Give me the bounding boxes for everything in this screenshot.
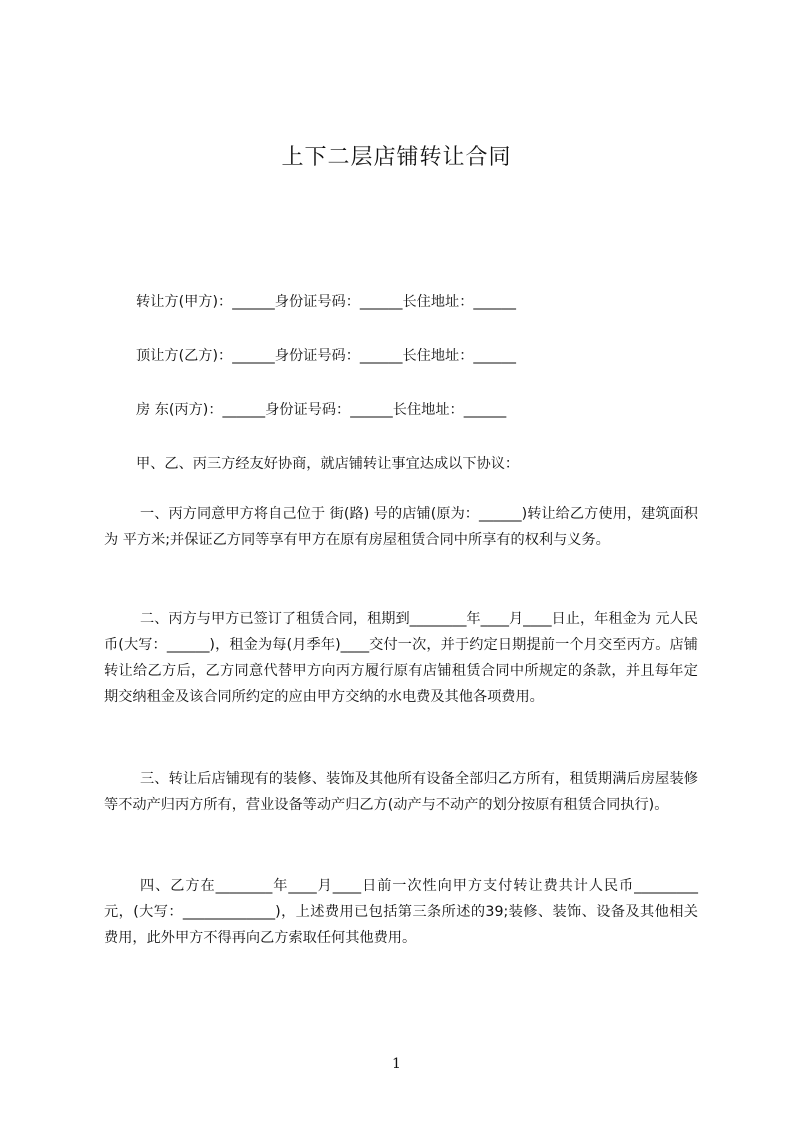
transferor-line: 转让方(甲方)：______身份证号码：______长住地址：______: [136, 294, 516, 310]
page-number: 1: [392, 1056, 401, 1072]
preamble: 甲、乙、丙三方经友好协商，就店铺转让事宜达成以下协议：: [136, 456, 520, 472]
clause-3: 三、转让后店铺现有的装修、装饰及其他所有设备全部归乙方所有，租赁期满后房屋装修等不动产归丙方所有，营业设备等动产归乙方(动产与不动产的划分按原有租赁合同执行)。: [104, 771, 698, 813]
transferee-line: 顶让方(乙方)：______身份证号码：______长住地址：______: [136, 348, 516, 364]
landlord-line: 房 东(丙方)：______身份证号码：______长住地址：______: [136, 402, 507, 418]
clause-4: 四、乙方在________年____月____日前一次性向甲方支付转让费共计人民币_________元，(大写：_____________)，上述费用已包括第三条所述的39;装修、装饰、设备及其他相关费用，此外甲方不得再向乙方索取任何其他费用。: [104, 878, 698, 946]
clause-1: 一、丙方同意甲方将自己位于 街(路) 号的店铺(原为：______)转让给乙方使用，建筑面积为 平方米;并保证乙方同等享有甲方在原有房屋租赁合同中所享有的权利与义务。: [104, 506, 698, 548]
clause-2: 二、丙方与甲方已签订了租赁合同，租期到________年____月____日止，年租金为 元人民币(大写：______)，租金为每(月季年)____交付一次，并于约定日期提前一个月交至丙方。店铺转让给乙方后，乙方同意代替甲方向丙方履行原有店铺租赁合同中所规定的条款，并且每年定期交纳租金及该合同所约定的应由甲方交纳的水电费及其他各项费用。: [104, 611, 698, 705]
document-title: 上下二层店铺转让合同: [281, 145, 512, 170]
